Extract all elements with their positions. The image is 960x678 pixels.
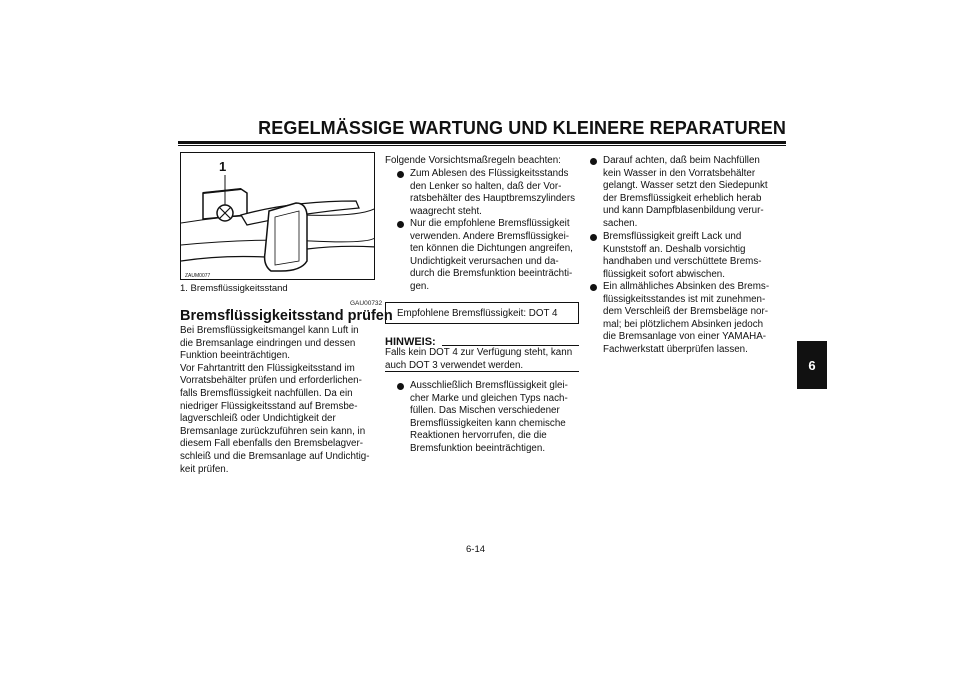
recommended-fluid-box: Empfohlene Bremsflüssigkeit: DOT 4 <box>385 302 579 324</box>
body-line: Bremsanlage zurückzuführen sein kann, in <box>180 425 366 437</box>
figure-brake-reservoir <box>180 152 375 280</box>
bullet-line: cher Marke und gleichen Typs nach- <box>410 392 568 404</box>
bullet-line: füllen. Das Mischen verschiedener <box>410 405 560 417</box>
body-line: diesem Fall ebenfalls den Bremsbelagver- <box>180 438 363 450</box>
bullet-line: sachen. <box>603 217 638 229</box>
bullet-line: Fachwerkstatt überprüfen lassen. <box>603 343 748 355</box>
bullet-line: durch die Bremsfunktion beeinträchti- <box>410 268 573 280</box>
chapter-tab: 6 <box>797 341 827 389</box>
precaution-bullet-1 <box>397 168 575 218</box>
body-line: keit prüfen. <box>180 463 229 475</box>
bullet-line: Bremsflüssigkeiten kann chemische <box>410 417 566 429</box>
bullet-line: mal; bei plötzlichem Absinken jedoch <box>603 318 764 330</box>
bullet-line: Zum Ablesen des Flüssigkeitsstands <box>410 168 569 179</box>
bullet-line: Darauf achten, daß beim Nachfüllen <box>603 155 760 166</box>
bullet-icon <box>397 383 404 390</box>
bullet-icon <box>590 234 597 241</box>
bullet-line: ratsbehälter des Hauptbremszylinders <box>410 193 575 205</box>
precautions-intro: Folgende Vorsichtsmaßregeln beachten: <box>385 155 561 166</box>
callout-number: 1 <box>219 159 227 174</box>
hinweis-rule <box>442 345 579 346</box>
bullet-line: Bremsfunktion beeinträchtigen. <box>410 442 546 454</box>
body-line: Funktion beeinträchtigen. <box>180 350 291 362</box>
hinweis-text <box>385 347 585 372</box>
header-rule <box>178 141 786 144</box>
precaution-bullet-2 <box>397 218 573 294</box>
bullet-line: der Bremsflüssigkeit erheblich herab <box>603 192 762 204</box>
hinweis-bullet <box>397 380 568 456</box>
bullet-line: kein Wasser in den Vorratsbehälter <box>603 167 756 179</box>
body-line: Bei Bremsflüssigkeitsmangel kann Luft in <box>180 325 359 336</box>
bullet-line: Nur die empfohlene Bremsflüssigkeit <box>410 218 570 229</box>
bullet-line: die Bremsanlage von einer YAMAHA- <box>603 331 766 343</box>
bullet-icon <box>590 284 597 291</box>
bullet-line: flüssigkeit sofort abwischen. <box>603 268 725 280</box>
bullet-line: Bremsflüssigkeit greift Lack und <box>603 231 742 242</box>
body-line: falls Bremsflüssigkeit nachfüllen. Da ein <box>180 387 353 399</box>
section-code: GAU00732 <box>350 300 383 307</box>
right-bullet-2 <box>590 231 761 281</box>
bullet-line: Reaktionen hervorrufen, die die <box>410 430 547 442</box>
bullet-icon <box>397 221 404 228</box>
page-title: REGELMÄSSIGE WARTUNG UND KLEINERE REPARATUREN <box>258 118 786 138</box>
bullet-line: gen. <box>410 280 430 292</box>
body-line: schleiß und die Bremsanlage auf Undichtig- <box>180 450 370 462</box>
bullet-line: verwenden. Andere Bremsflüssigkei- <box>410 230 570 242</box>
bullet-line: dem Verschleiß der Bremsbeläge nor- <box>603 306 768 318</box>
figure-caption: 1. Bremsflüssigkeitsstand <box>180 283 288 294</box>
body-line: niedriger Flüssigkeitsstand auf Bremsbe- <box>180 400 358 412</box>
section-body <box>180 325 380 476</box>
bullet-line: Undichtigkeit verursachen und da- <box>410 255 559 267</box>
bullet-line: Kunststoff an. Deshalb vorsichtig <box>603 243 746 255</box>
bullet-line: gelangt. Wasser setzt den Siedepunkt <box>603 180 768 192</box>
hinweis-line: Falls kein DOT 4 zur Verfügung steht, kann <box>385 347 573 358</box>
body-line: Vor Fahrtantritt den Flüssigkeitsstand im <box>180 362 355 374</box>
image-code: ZAUM0077 <box>185 273 211 279</box>
body-line: Vorratsbehälter prüfen und erforderlichen- <box>180 375 362 387</box>
bullet-line: ten können die Dichtungen angreifen, <box>410 243 573 255</box>
body-line: die Bremsanlage eindringen und dessen <box>180 337 356 349</box>
section-heading: Bremsflüssigkeitsstand prüfen <box>180 308 393 324</box>
hinweis-end-rule <box>385 371 579 372</box>
bullet-icon <box>397 171 404 178</box>
page-number: 6-14 <box>466 544 486 555</box>
bullet-line: Ein allmähliches Absinken des Brems- <box>603 281 770 292</box>
body-line: lagverschleiß oder Undichtigkeit der <box>180 413 336 425</box>
bullet-line: Ausschließlich Bremsflüssigkeit glei- <box>410 380 568 391</box>
header-rule-thin <box>178 145 786 146</box>
bullet-line: waagrecht steht. <box>410 205 482 217</box>
right-bullet-3 <box>590 281 769 357</box>
bullet-line: flüssigkeitsstandes ist mit zunehmen- <box>603 293 766 305</box>
bullet-line: den Lenker so halten, daß der Vor- <box>410 180 562 192</box>
hinweis-label: HINWEIS: <box>385 336 436 348</box>
right-bullet-1 <box>590 155 768 231</box>
bullet-line: und kann Dampfblasenbildung verur- <box>603 205 764 217</box>
bullet-line: handhaben und verschüttete Brems- <box>603 256 762 268</box>
hinweis-line: auch DOT 3 verwendet werden. <box>385 359 524 371</box>
handlebar-illustration <box>181 153 375 280</box>
bullet-icon <box>590 158 597 165</box>
